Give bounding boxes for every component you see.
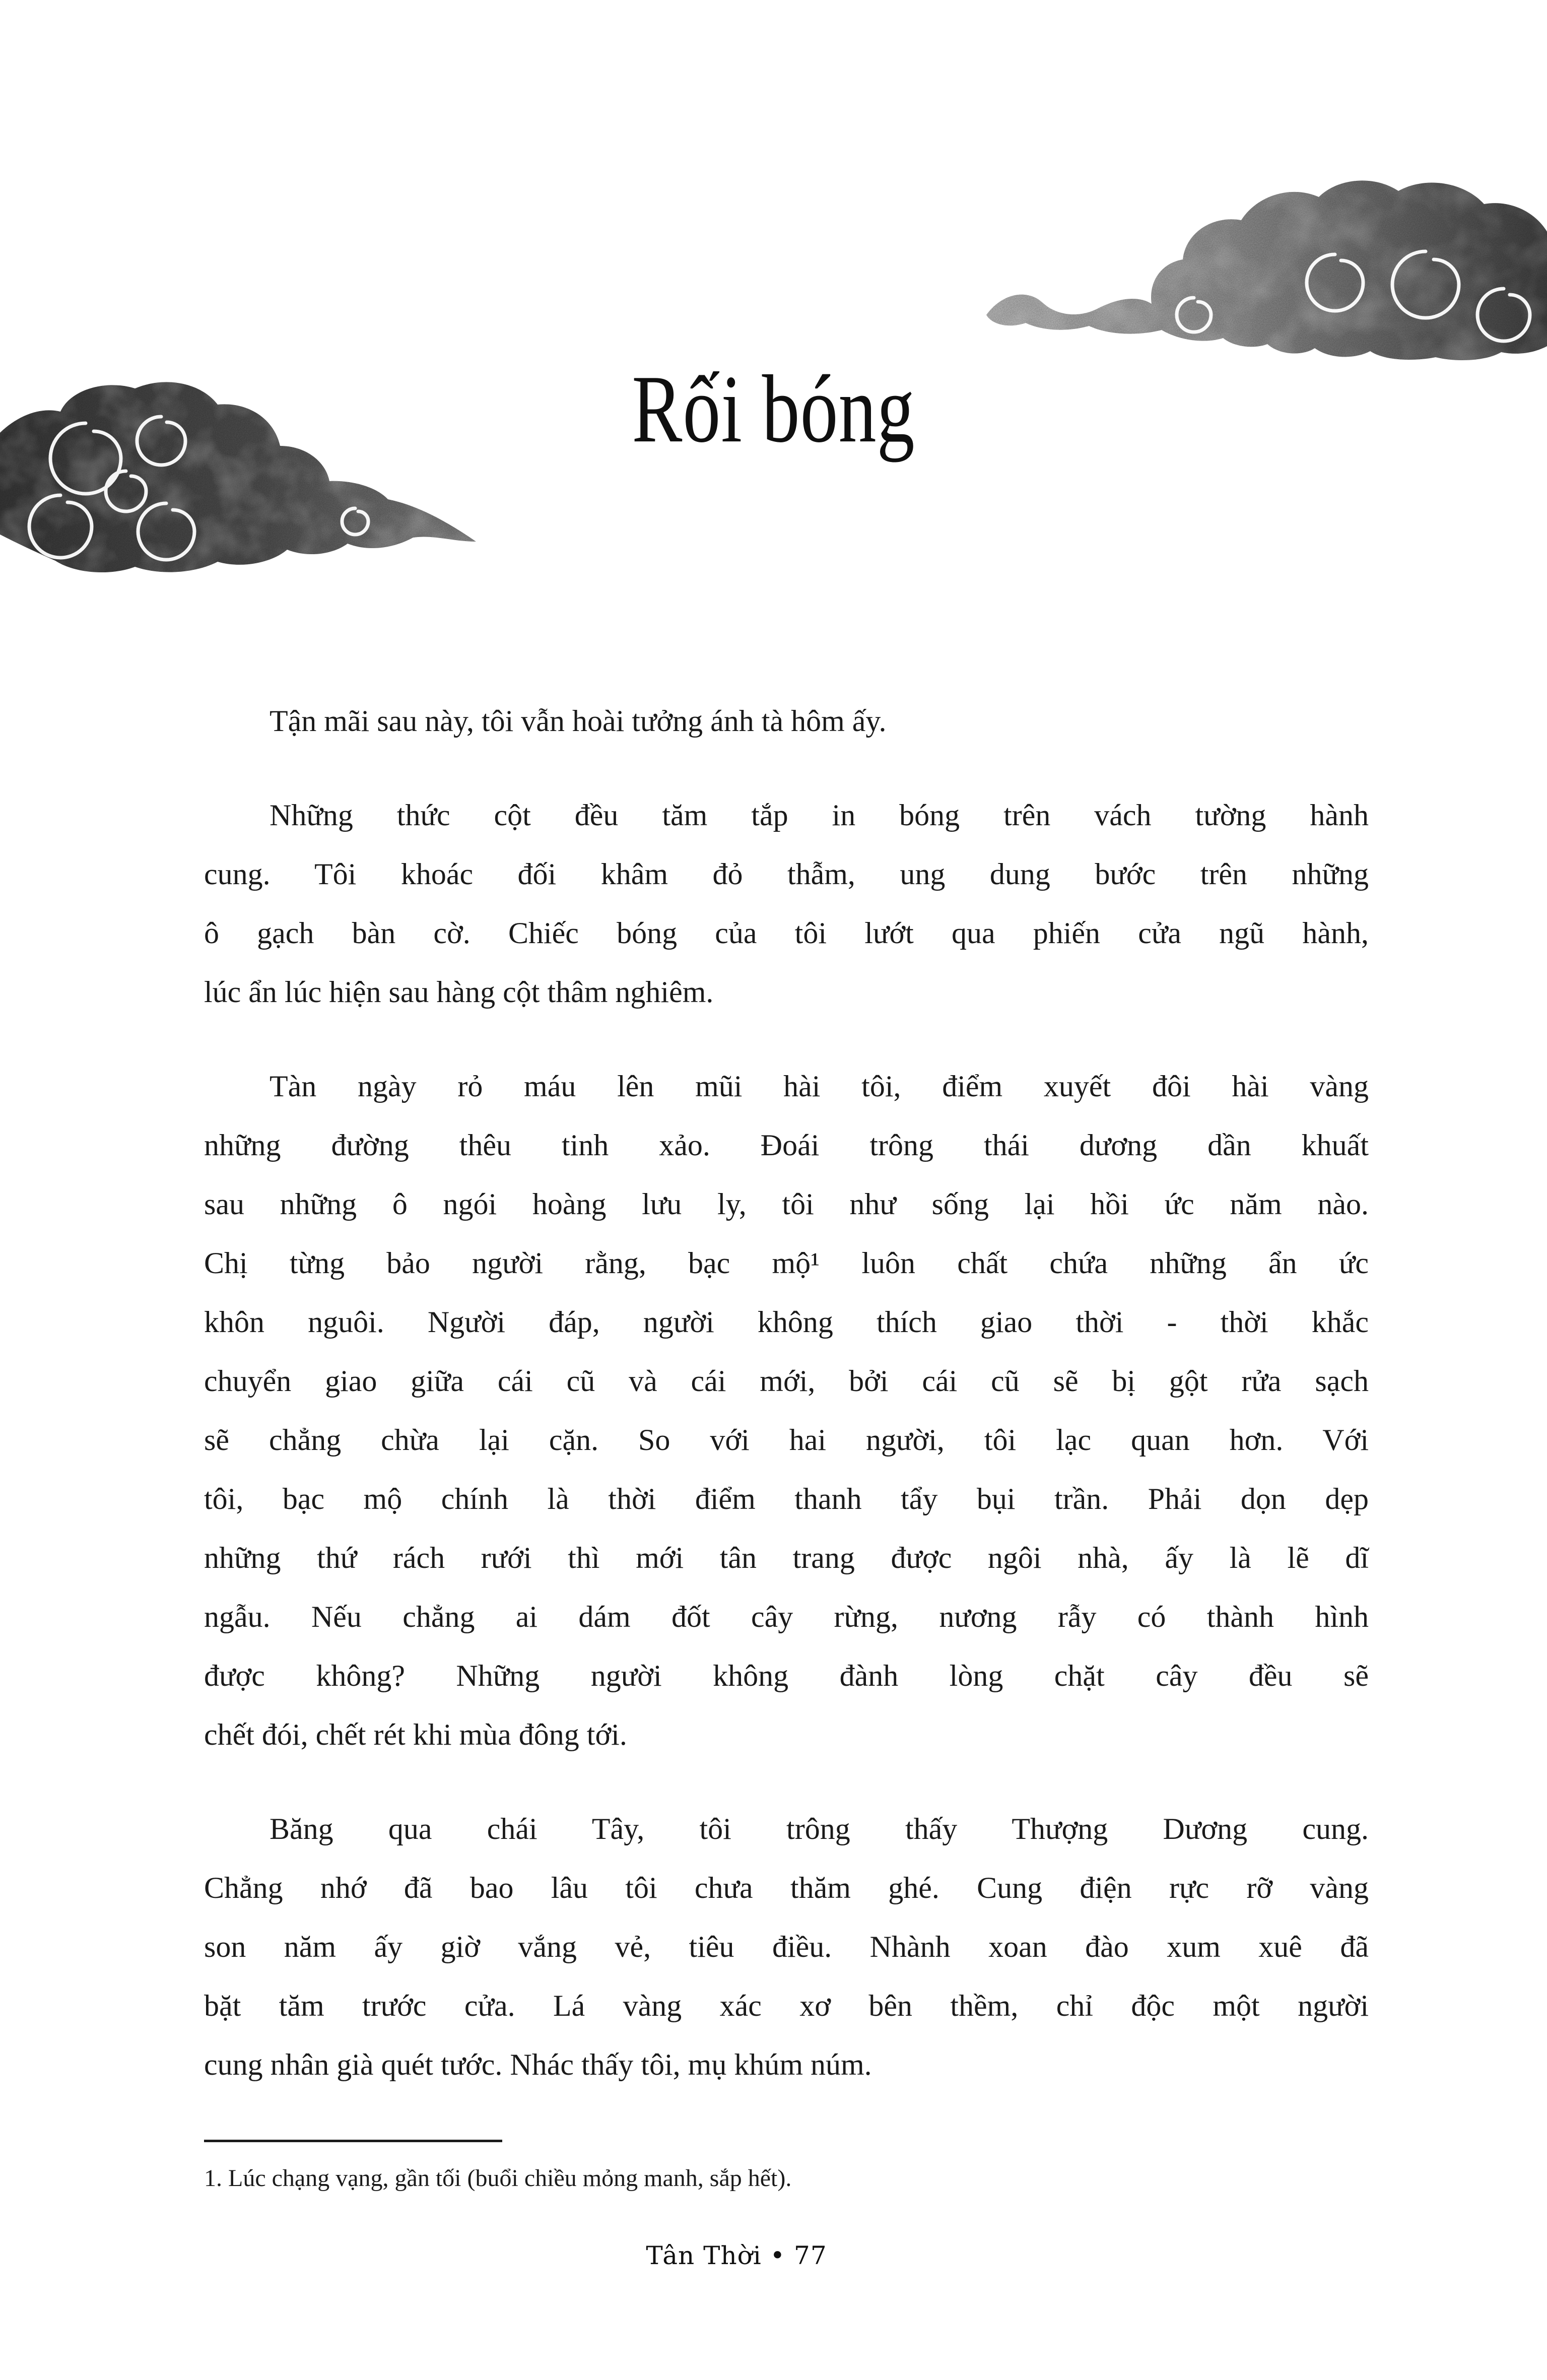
text-line: tôi, bạc mộ chính là thời điểm thanh tẩy bụi trần. Phải dọn dẹp (204, 1482, 1369, 1515)
text-line: Tận mãi sau này, tôi vẫn hoài tưởng ánh tà hôm ấy. (270, 704, 887, 738)
text-line: sẽ chẳng chừa lại cặn. So với hai người, tôi lạc quan hơn. Với (204, 1423, 1369, 1457)
text-line: lúc ẩn lúc hiện sau hàng cột thâm nghiêm. (204, 975, 714, 1009)
ink-cloud-top-right-icon (982, 164, 1547, 363)
text-line: cung. Tôi khoác đối khâm đỏ thẫm, ung dung bước trên những (204, 857, 1369, 891)
text-line: ngẫu. Nếu chẳng ai dám đốt cây rừng, nương rẫy có thành hình (204, 1600, 1369, 1633)
text-line: sau những ô ngói hoàng lưu ly, tôi như sống lại hồi ức năm nào. (204, 1187, 1369, 1221)
text-line: chuyển giao giữa cái cũ và cái mới, bởi cái cũ sẽ bị gột rửa sạch (204, 1364, 1369, 1398)
paragraph (204, 692, 1369, 751)
body-text (204, 692, 1369, 2094)
text-line: ô gạch bàn cờ. Chiếc bóng của tôi lướt qua phiến cửa ngũ hành, (204, 916, 1369, 950)
text-line: những đường thêu tinh xảo. Đoái trông thái dương dần khuất (204, 1129, 1369, 1162)
text-line: những thứ rách rưới thì mới tân trang được ngôi nhà, ấy là lẽ dĩ (204, 1541, 1369, 1574)
text-line: chết đói, chết rét khi mùa đông tới. (204, 1718, 627, 1751)
footnote: 1. Lúc chạng vạng, gần tối (buổi chiều mỏng manh, sắp hết). (204, 2165, 792, 2192)
paragraph (204, 1057, 1369, 1764)
footnote-divider (204, 2140, 502, 2142)
text-line: cung nhân già quét tước. Nhác thấy tôi, mụ khúm núm. (204, 2048, 872, 2081)
text-line: Băng qua chái Tây, tôi trông thấy Thượng Dương cung. (270, 1812, 1369, 1845)
paragraph (204, 786, 1369, 1022)
page-footer: Tân Thời • 77 (646, 2241, 827, 2270)
text-line: Tàn ngày rỏ máu lên mũi hài tôi, điểm xuyết đôi hài vàng (270, 1070, 1369, 1103)
text-line: bặt tăm trước cửa. Lá vàng xác xơ bên thềm, chỉ độc một người (204, 1989, 1369, 2022)
chapter-title: Rối bóng (632, 355, 915, 463)
text-line: Chị từng bảo người rằng, bạc mộ¹ luôn chất chứa những ẩn ức (204, 1246, 1369, 1280)
text-line: khôn nguôi. Người đáp, người không thích giao thời - thời khắc (204, 1305, 1369, 1339)
text-line: Chẳng nhớ đã bao lâu tôi chưa thăm ghé. Cung điện rực rỡ vàng (204, 1871, 1369, 1904)
paragraph (204, 1800, 1369, 2094)
text-line: Những thức cột đều tăm tắp in bóng trên vách tường hành (270, 799, 1369, 832)
text-line: được không? Những người không đành lòng chặt cây đều sẽ (204, 1659, 1369, 1692)
text-line: son năm ấy giờ vắng vẻ, tiêu điều. Nhành xoan đào xum xuê đã (204, 1930, 1369, 1963)
